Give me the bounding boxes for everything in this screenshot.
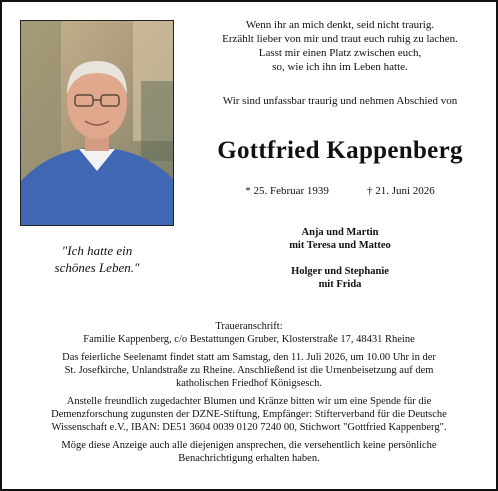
service-line: St. Josefkirche, Unlandstraße zu Rheine. Anschließend ist die Urnenbeisetzung auf dem	[64, 365, 434, 376]
quote-line: schönes Leben."	[54, 260, 140, 275]
family-line: mit Teresa und Matteo	[289, 240, 391, 251]
poem-line: Erzählt lieber von mir und traut euch ruhig zu lachen.	[222, 33, 458, 45]
family-line: Holger und Stephanie	[291, 266, 389, 277]
notice-details	[10, 320, 488, 470]
quote	[20, 242, 174, 276]
deceased-name: Gottfried Kappenberg	[217, 137, 463, 164]
address-label: Traueranschrift:	[215, 321, 283, 332]
farewell-intro: Wir sind unfassbar traurig und nehmen Abschied von	[222, 95, 458, 107]
donation-line: Demenzforschung zugunsten der DZNE-Stiftung, Empfänger: Stifterverband für die Deutsche	[51, 409, 447, 420]
poem-line: Lasst mir einen Platz zwischen euch,	[258, 47, 422, 59]
service-info	[10, 351, 488, 390]
closing-note	[10, 439, 488, 465]
poem	[190, 18, 490, 74]
family-group	[190, 226, 490, 252]
family-line: mit Frida	[318, 279, 362, 290]
poem-line: so, wie ich ihn im Leben hatte.	[272, 61, 408, 73]
poem-line: Wenn ihr an mich denkt, seid nicht traurig.	[245, 19, 435, 31]
family-group	[190, 265, 490, 291]
family-mourners	[190, 226, 490, 291]
closing-line: Möge diese Anzeige auch alle diejenigen ansprechen, die versehentlich keine persönliche	[61, 440, 437, 451]
death-date: † 21. Juni 2026	[366, 185, 435, 197]
donation-line: Anstelle freundlich zugedachter Blumen und Kränze bitten wir um eine Spende für die	[66, 396, 432, 407]
portrait-illustration	[21, 21, 173, 225]
donation-line: Wissenschaft e.V., IBAN: DE51 3604 0039 0120 7240 00, Stichwort "Gottfried Kappenberg".	[51, 422, 447, 433]
birth-date: * 25. Februar 1939	[245, 185, 329, 197]
address-text: Familie Kappenberg, c/o Bestattungen Gruber, Klosterstraße 17, 48431 Rheine	[83, 334, 415, 345]
donation-info	[10, 395, 488, 434]
family-line: Anja und Martin	[301, 227, 379, 238]
service-line: katholischen Friedhof Königsesch.	[175, 378, 323, 389]
quote-line: "Ich hatte ein	[61, 243, 133, 258]
portrait-photo	[20, 20, 174, 226]
life-dates	[190, 185, 490, 197]
service-line: Das feierliche Seelenamt findet statt am Samstag, den 11. Juli 2026, um 10.00 Uhr in der	[62, 352, 436, 363]
closing-line: Benachrichtigung erhalten haben.	[178, 453, 320, 464]
mourning-address	[10, 320, 488, 346]
